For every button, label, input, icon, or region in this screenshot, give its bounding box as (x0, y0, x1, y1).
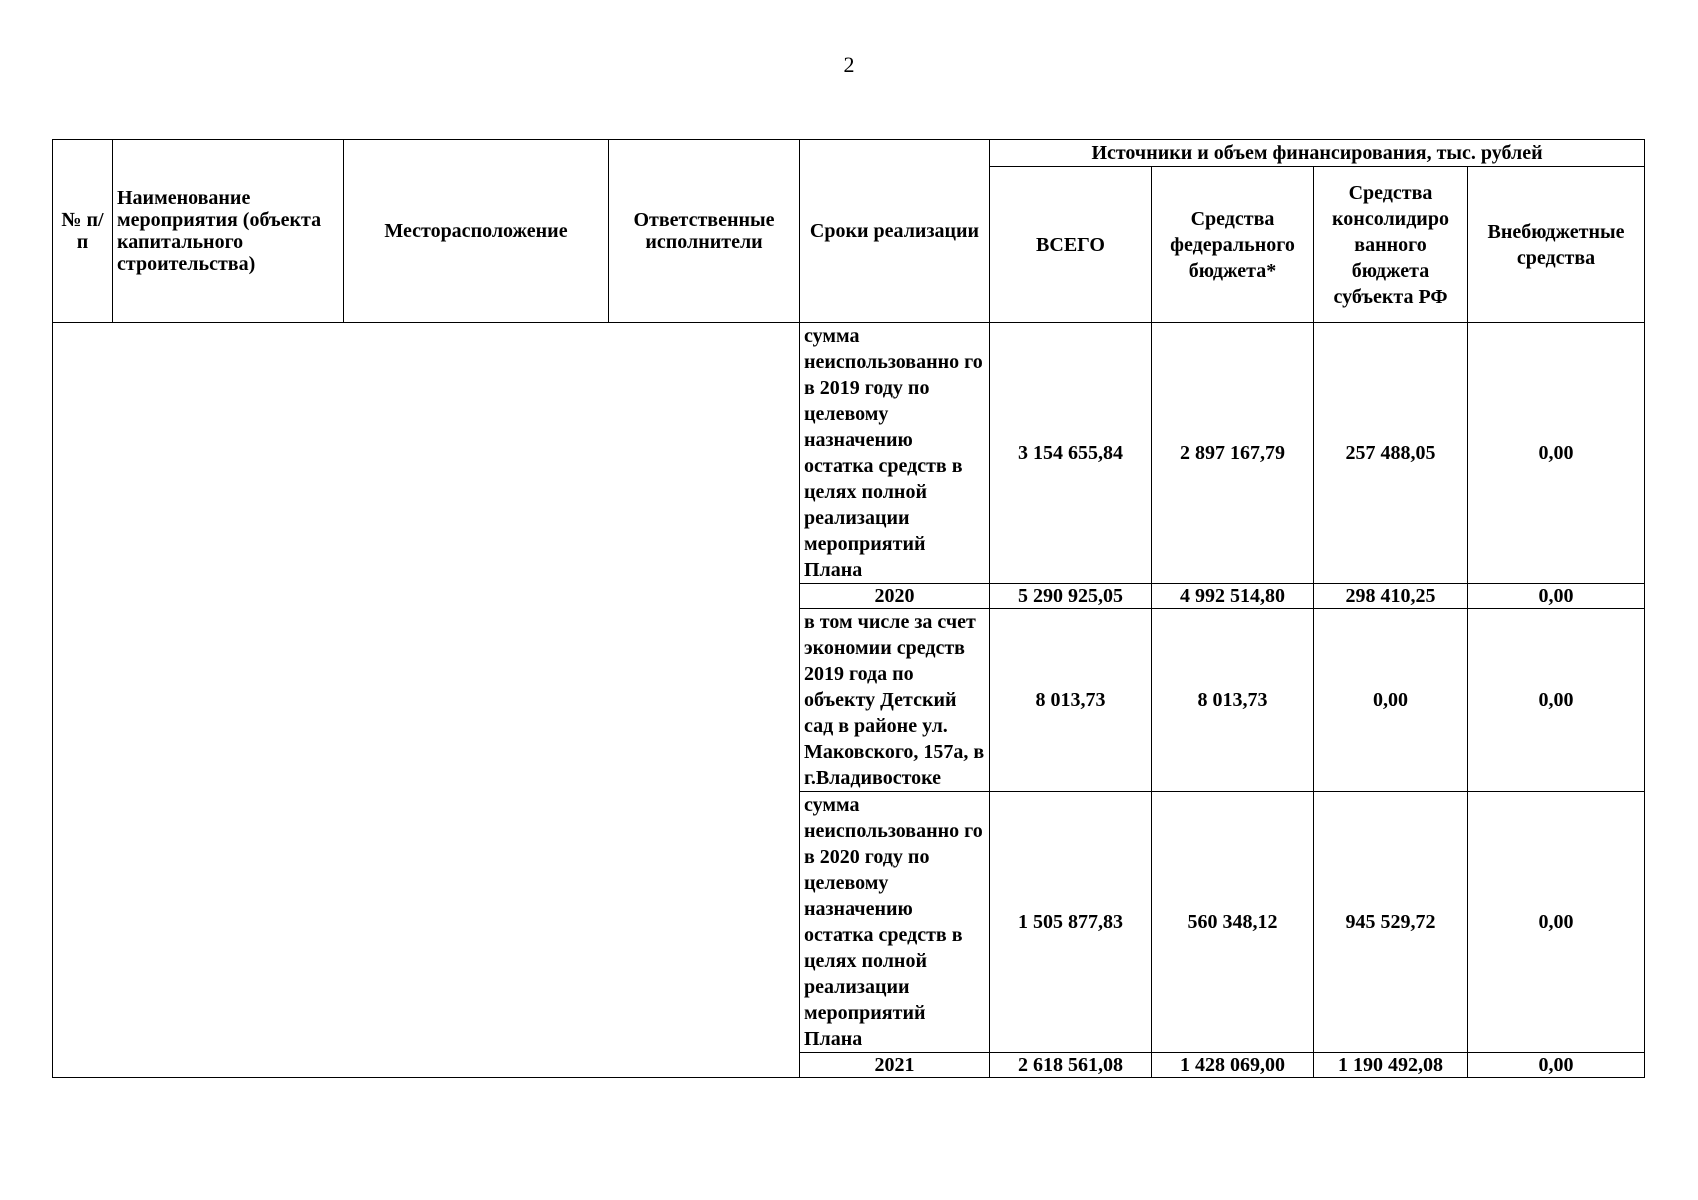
funding-table (52, 139, 1645, 1078)
extrabudget-cell: 0,00 (1468, 792, 1645, 1053)
federal-cell: 4 992 514,80 (1152, 584, 1314, 609)
consolidated-cell: 257 488,05 (1314, 323, 1468, 584)
extrabudget-cell: 0,00 (1468, 584, 1645, 609)
consolidated-cell: 1 190 492,08 (1314, 1053, 1468, 1078)
header-responsible: Ответственные исполнители (609, 140, 800, 323)
extrabudget-cell: 0,00 (1468, 323, 1645, 584)
federal-cell: 2 897 167,79 (1152, 323, 1314, 584)
term-cell: 2021 (800, 1053, 990, 1078)
total-cell: 8 013,73 (990, 609, 1152, 792)
header-num: № п/п (53, 140, 113, 323)
consolidated-cell: 298 410,25 (1314, 584, 1468, 609)
table-row (53, 323, 1645, 584)
term-cell: в том числе за счет экономии средств 2019 года по объекту Детский сад в районе ул. Маковского, 157а, в г.Владивостоке (800, 609, 990, 792)
header-name: Наименование мероприятия (объекта капитального строительства) (113, 140, 344, 323)
extrabudget-cell: 0,00 (1468, 609, 1645, 792)
header-consolidated: Средства консолидиро ванного бюджета субъекта РФ (1314, 167, 1468, 323)
header-funding-group: Источники и объем финансирования, тыс. рублей (990, 140, 1645, 167)
consolidated-cell: 945 529,72 (1314, 792, 1468, 1053)
federal-cell: 1 428 069,00 (1152, 1053, 1314, 1078)
header-extrabudget: Внебюджетные средства (1468, 167, 1645, 323)
extrabudget-cell: 0,00 (1468, 1053, 1645, 1078)
header-federal: Средства федерального бюджета* (1152, 167, 1314, 323)
total-cell: 1 505 877,83 (990, 792, 1152, 1053)
page-number: 2 (843, 52, 855, 77)
term-cell: сумма неиспользованно го в 2020 году по целевому назначению остатка средств в целях полной реализации мероприятий Плана (800, 792, 990, 1053)
header-location: Месторасположение (344, 140, 609, 323)
federal-cell: 560 348,12 (1152, 792, 1314, 1053)
header-total: ВСЕГО (990, 167, 1152, 323)
header-terms: Сроки реализации (800, 140, 990, 323)
merged-empty-cell (53, 323, 800, 1078)
term-cell: 2020 (800, 584, 990, 609)
term-cell: сумма неиспользованно го в 2019 году по целевому назначению остатка средств в целях полной реализации мероприятий Плана (800, 323, 990, 584)
total-cell: 5 290 925,05 (990, 584, 1152, 609)
consolidated-cell: 0,00 (1314, 609, 1468, 792)
total-cell: 3 154 655,84 (990, 323, 1152, 584)
federal-cell: 8 013,73 (1152, 609, 1314, 792)
total-cell: 2 618 561,08 (990, 1053, 1152, 1078)
